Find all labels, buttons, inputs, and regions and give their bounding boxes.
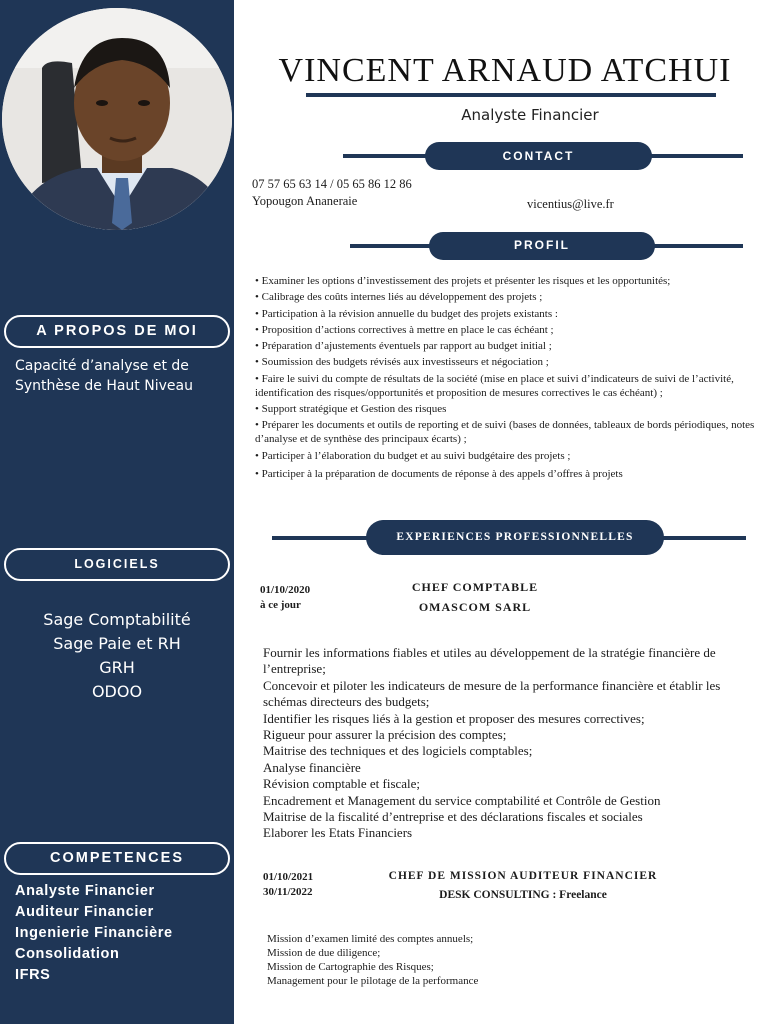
job1-title: CHEF COMPTABLE	[411, 580, 539, 594]
full-name: VINCENT ARNAUD ATCHUI	[278, 52, 732, 89]
job2-line: Mission d’examen limité des comptes annuels;	[267, 933, 474, 945]
contact-phone: 07 57 65 63 14 / 05 65 86 12 86	[252, 177, 412, 191]
competence-item: Consolidation	[15, 946, 120, 962]
job2-description	[267, 932, 747, 988]
job1-line: Fournir les informations fiables et utiles au développement de la stratégie financière de l’entreprise;	[263, 645, 716, 677]
job1-line: Elaborer les Etats Financiers	[263, 825, 413, 841]
logiciels-heading: LOGICIELS	[4, 548, 230, 581]
job2-title: CHEF DE MISSION AUDITEUR FINANCIER	[388, 870, 658, 882]
job1-date-end: à ce jour	[260, 599, 301, 611]
competences-heading: COMPETENCES	[4, 842, 230, 875]
competences-list	[15, 881, 225, 986]
job1-date-start: 01/10/2020	[260, 584, 311, 596]
job1-line: Révision comptable et fiscale;	[263, 776, 421, 792]
competence-item: IFRS	[15, 967, 51, 983]
logiciel-item: GRH	[99, 658, 135, 677]
job-title: Analyste Financier	[461, 106, 599, 124]
profil-item: • Participer à l’élaboration du budget et au suivi budgétaire des projets ;	[255, 449, 571, 462]
job2-company: DESK CONSULTING : Freelance	[439, 889, 607, 901]
job2-line: Mission de Cartographie des Risques;	[267, 961, 434, 973]
logiciels-list	[0, 608, 234, 704]
job1-line: Encadrement et Management du service comptabilité et Contrôle de Gestion	[263, 792, 661, 808]
profil-item: • Participer à la préparation de documents de réponse à des appels d’offres à projets	[255, 467, 623, 480]
competence-item: Ingenierie Financière	[15, 925, 173, 941]
profil-item: • Participation à la révision annuelle du budget des projets existants :	[255, 307, 558, 320]
job1-line: Maitrise des techniques et des logiciels comptables;	[263, 743, 533, 759]
profil-item: • Calibrage des coûts internes liés au développement des projets ;	[255, 291, 543, 304]
profil-item: • Support stratégique et Gestion des risques	[255, 403, 447, 416]
job1-company: OMASCOM SARL	[418, 600, 532, 614]
profil-item: • Examiner les options d’investissement des projets et présenter les risques et les opportunités;	[255, 275, 671, 287]
job2-dates	[263, 870, 313, 900]
competence-item: Auditeur Financier	[15, 904, 154, 920]
profile-photo	[2, 8, 232, 230]
profil-item: • Préparation d’ajustements éventuels par rapport au budget initial ;	[255, 340, 552, 353]
job1-line: Concevoir et piloter les indicateurs de mesure de la performance financière et établir les schémas directeurs des budgets;	[263, 677, 721, 710]
job1-line: Rigueur pour assurer la précision des comptes;	[263, 727, 507, 743]
job2-date-end: 30/11/2022	[263, 886, 313, 898]
portrait-image	[2, 8, 232, 230]
contact-email: vicentius@live.fr	[527, 197, 614, 211]
job1-dates	[260, 583, 310, 613]
contact-address: Yopougon Ananeraie	[252, 194, 358, 208]
job2-date-start: 01/10/2021	[263, 871, 314, 883]
contact-heading: CONTACT	[425, 142, 652, 170]
profil-item: • Faire le suivi du compte de résultats de la société (mise en place et suivi d’indicateurs de suivi de l’activité, identification des risques/opportunités et proposition de mesures correctives le cas échéant) ;	[255, 372, 734, 399]
about-text: Capacité d’analyse et de Synthèse de Haut Niveau	[15, 358, 193, 394]
competence-item: Analyste Financier	[15, 883, 155, 899]
job1-line: Maitrise de la fiscalité d’entreprise et des déclarations fiscales et sociales	[263, 809, 643, 825]
profil-list	[255, 274, 763, 483]
about-heading: A PROPOS DE MOI	[4, 315, 230, 348]
logiciel-item: ODOO	[91, 682, 143, 701]
experiences-heading: EXPERIENCES PROFESSIONNELLES	[366, 520, 664, 555]
job1-line: Analyse financière	[263, 759, 361, 775]
job1-line: Identifier les risques liés à la gestion et proposer des mesures correctives;	[263, 710, 645, 726]
profil-heading: PROFIL	[429, 232, 655, 260]
name-underline	[306, 93, 716, 97]
profil-item: • Proposition d’actions correctives à mettre en place le cas échéant ;	[255, 323, 554, 336]
profil-item: • Soumission des budgets révisés aux investisseurs et négociation ;	[255, 356, 549, 369]
job2-line: Mission de due diligence;	[267, 947, 381, 959]
job2-line: Management pour le pilotage de la performance	[267, 975, 479, 987]
profil-item: • Préparer les documents et outils de reporting et de suivi (bases de données, tableaux de bords périodiques, notes d’analyse et de synthèse des principaux écarts) ;	[255, 419, 755, 446]
job1-description	[263, 645, 753, 842]
logiciel-item: Sage Comptabilité	[43, 610, 191, 629]
logiciel-item: Sage Paie et RH	[53, 634, 181, 653]
